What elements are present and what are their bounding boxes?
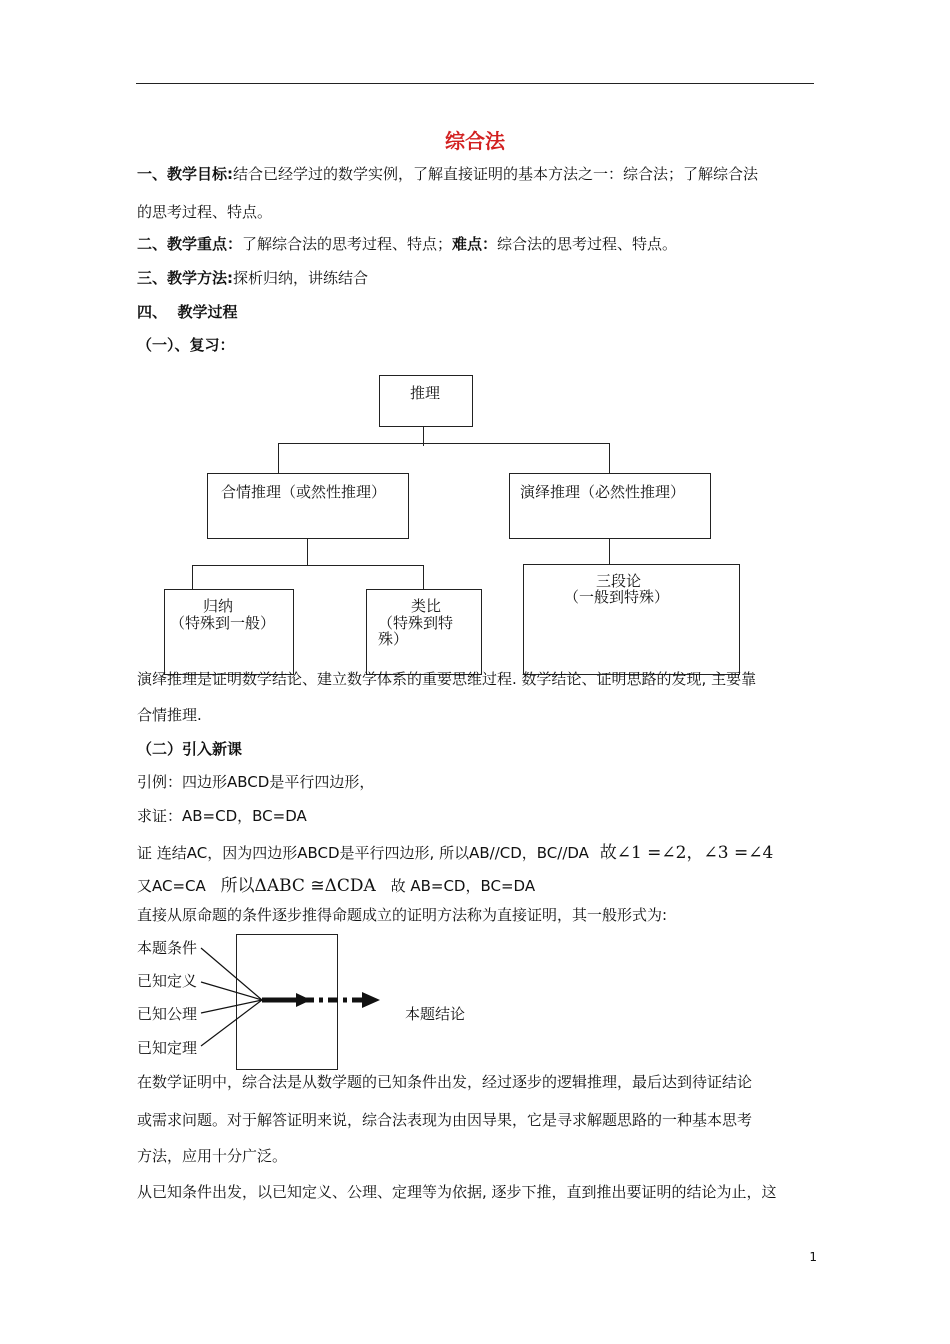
page-number: 1 [809,1250,817,1264]
methods-label: 三、教学方法: [137,269,233,287]
example-line-2: 求证：AB=CD，BC=DA [137,807,307,825]
difficulty-text: 综合法的思考过程、特点。 [497,235,678,253]
analogy-desc-1: （特殊到特 [378,614,454,632]
connector-condition [201,948,262,1000]
input-condition: 本题条件 [137,939,198,957]
tree-root-label: 推理 [410,384,441,402]
arrow-head-1 [296,993,311,1007]
deduction-paragraph-1: 演绎推理是证明数学结论、建立数学体系的重要思维过程. 数学结论、证明思路的发现, 主要靠 [137,670,757,688]
keypoints-label: 二、教学重点： [137,235,243,253]
example-line-1: 引例：四边形ABCD是平行四边形， [137,773,375,791]
ac-equal-text: 又AC=CA [137,877,206,895]
induction-desc: （特殊到一般） [170,614,276,632]
synthesis-paragraph-3: 方法，应用十分广泛。 [137,1147,288,1165]
syllogism-desc: （一般到特殊） [564,588,670,606]
proof-text: 证 连结AC，因为四边形ABCD是平行四边形, 所以AB//CD，BC//DA [137,844,589,862]
difficulty-label: 难点： [452,235,498,253]
conclusion-text: 故 AB=CD，BC=DA [390,877,536,895]
synthesis-paragraph-2: 或需求问题。对于解答证明来说，综合法表现为由因导果，它是寻求解题思路的一种基本思考 [137,1111,753,1129]
input-axiom: 已知公理 [137,1005,198,1023]
arrow-head-2 [362,992,380,1008]
angle-equation: 故∠1 =∠2，∠3 =∠4 [599,843,774,863]
analogy-desc-2: 殊） [378,630,409,648]
analogy-label: 类比 [411,597,442,615]
direct-proof-definition: 直接从原命题的条件逐步推得命题成立的证明方法称为直接证明，其一般形式为: [137,906,668,924]
input-definition: 已知定义 [137,972,198,990]
synthesis-paragraph-1: 在数学证明中，综合法是从数学题的已知条件出发，经过逐步的逻辑推理，最后达到待证结论 [137,1073,753,1091]
induction-label: 归纳 [203,597,234,615]
review-heading: （一）、复习： [137,336,235,354]
syllogism-label: 三段论 [596,572,642,590]
process-heading: 四、 教学过程 [137,303,238,321]
deduction-paragraph-2: 合情推理. [137,706,202,724]
connector-definition [201,982,262,1000]
objectives-line-2: 的思考过程、特点。 [137,203,273,221]
plausible-reasoning-label: 合情推理（或然性推理） [221,483,387,501]
objectives-text: 结合已经学过的数学实例，了解直接证明的基本方法之一：综合法；了解综合法 [233,165,759,183]
congruence-text: 所以ΔABC ≅ΔCDA [220,876,376,896]
output-conclusion: 本题结论 [405,1005,466,1023]
new-lesson-heading: （二）引入新课 [137,740,243,758]
objectives-label: 一、教学目标: [137,165,233,183]
keypoints-text: 了解综合法的思考过程、特点； [242,235,453,253]
methods-text: 探析归纳，讲练结合 [233,269,369,287]
page-title: 综合法 [445,129,505,153]
input-theorem: 已知定理 [137,1039,198,1057]
synthesis-paragraph-4: 从已知条件出发，以已知定义、公理、定理等为依据, 逐步下推，直到推出要证明的结论为止，这 [137,1183,777,1201]
deductive-reasoning-label: 演绎推理（必然性推理） [520,483,686,501]
